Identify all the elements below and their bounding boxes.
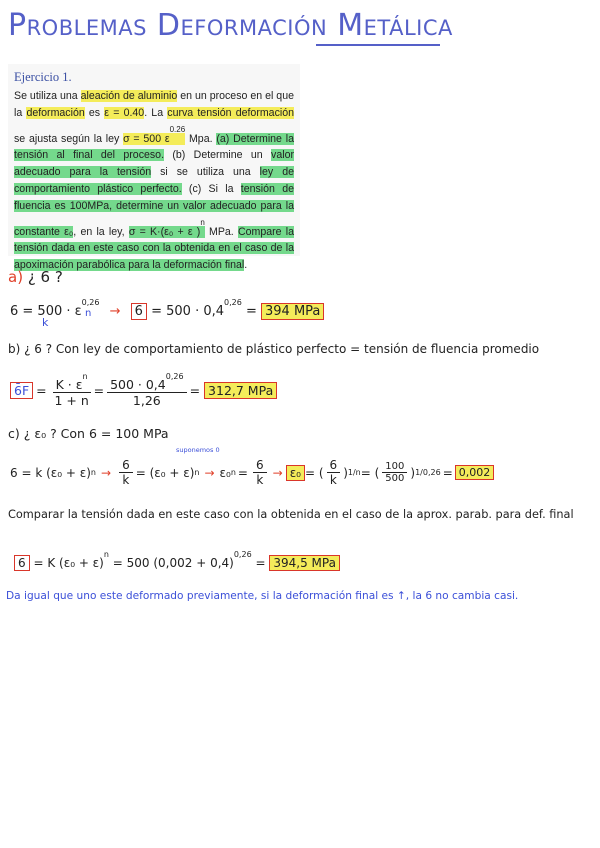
highlight-question-a: (a) Determine la tensión al final del proceso. [14, 132, 294, 162]
text-run: (b) Determine un [164, 149, 272, 162]
fraction-2 [107, 372, 186, 408]
arrow-icon: → [101, 465, 112, 480]
part-a-question: ¿ 6 ? [27, 268, 63, 286]
text-run: es [84, 106, 105, 119]
fc4-den: 500 [385, 473, 405, 484]
equals: = [237, 465, 248, 480]
fc1-den: k [122, 473, 130, 487]
fraction-c1 [119, 458, 133, 487]
highlight-deformation: deformación [26, 106, 85, 119]
fc2-den: k [256, 473, 264, 487]
compare-text: Comparar la tensión dada en este caso con la obtenida en el caso de la aprox. parab. para def. final [8, 508, 574, 521]
fraction-c2 [253, 458, 267, 487]
fc4-num: 100 [382, 461, 407, 473]
part-b-equation [10, 372, 277, 408]
text-run: . [244, 259, 248, 272]
exercise-heading: Ejercicio 1. [14, 70, 72, 84]
sigma-symbol: 6 [14, 555, 30, 571]
frac2-den: 1,26 [132, 393, 161, 408]
result-c: 0,002 [455, 465, 495, 480]
title-underline [316, 44, 440, 46]
fraction-c4 [382, 461, 407, 484]
result-compare: 394,5 MPa [269, 555, 340, 571]
fraction-c3 [327, 458, 341, 487]
eq-a1: 6 = 500 · ε [10, 304, 82, 319]
equals: = [442, 465, 453, 480]
eq-c4-exp: 1/n [347, 468, 361, 477]
result-b: 312,7 MPa [204, 382, 277, 399]
part-b-label: b) ¿ 6 ? Con ley de comportamiento de plástico perfecto = tensión de fluencia promedio [8, 342, 540, 356]
highlight-material: aleación de aluminio [80, 90, 178, 102]
page-title: Problemas Deformación Metálica [8, 8, 453, 43]
exercise-statement [14, 88, 294, 274]
eq-c1-exp: n [90, 468, 96, 477]
fraction-1 [53, 372, 91, 408]
highlight-curve: curva tensión deformación [167, 106, 295, 119]
arrow-icon: → [272, 465, 283, 480]
equals: = [36, 382, 47, 398]
law-c-text: σ = K·(ε₀ + ε ) [128, 225, 201, 238]
fc3-den: k [329, 473, 337, 487]
n-label: n [85, 308, 92, 319]
text-run: se ajusta según la ley [14, 132, 124, 145]
highlight-plastic-law: ley de comportamiento plástico perfecto. [14, 166, 294, 195]
k-label: k [42, 316, 49, 329]
eq-a1-exp: 0,26 [81, 298, 100, 307]
text-run: Se utiliza una [14, 90, 81, 102]
text-run: si se utiliza una [151, 166, 260, 179]
eq-d2: = 500 (0,002 + 0,4) [112, 556, 234, 570]
frac2-exp: 0,26 [165, 372, 184, 381]
text-run: MPa. [204, 225, 238, 238]
equals: = [245, 304, 257, 319]
part-c-equation [10, 458, 494, 487]
text-run: (c) Si la [181, 182, 241, 195]
eq-c1: 6 = k (ε₀ + ε) [10, 465, 91, 480]
part-a-equation [10, 298, 324, 319]
eq-c3: ε₀ [219, 465, 231, 480]
eq-c2: = (ε₀ + ε) [135, 465, 195, 480]
sigma-symbol: 6 [131, 303, 147, 320]
frac1-exp: n [82, 372, 88, 381]
fc2-num: 6 [253, 458, 267, 473]
highlight-adequate-value: valor adecuado para la tensión [14, 149, 294, 179]
fc1-num: 6 [119, 458, 133, 473]
eq-c2-exp: n [194, 468, 200, 477]
text-run: en un proceso en el que la [14, 90, 294, 119]
eq-a2: = 500 · 0,4 [151, 304, 225, 319]
equals: = [255, 556, 266, 570]
part-a-label: a) ¿ 6 ? [8, 268, 63, 286]
frac1-den: 1 + n [54, 393, 89, 408]
highlight-law [123, 124, 186, 145]
eq-d1-exp: n [103, 550, 109, 559]
eq-d1: = K (ε₀ + ε) [33, 556, 104, 570]
result-a: 394 MPa [261, 303, 324, 320]
eq-c4: = ( [304, 465, 324, 480]
eq-c5-exp: 1/0,26 [415, 468, 441, 477]
highlight-question-c: tensión de fluencia es 100MPa, determine un valor adecuado para la constante ε₀ [14, 182, 295, 238]
highlight-compare: Compare la tensión dada en este caso con la obtenida en el caso de la apoximación parabólica para la deformación final [14, 225, 294, 272]
fc3-num: 6 [327, 458, 341, 473]
arrow-icon: → [109, 304, 121, 319]
highlight-law-c [128, 217, 205, 238]
compare-equation [14, 550, 340, 570]
frac2-num: 500 · 0,4 [110, 377, 166, 392]
law-text: σ = 500 ε [123, 132, 170, 145]
assumption-note: suponemos 0 [176, 446, 220, 454]
eq-d2-exp: 0,26 [233, 550, 252, 559]
equals: = [189, 382, 201, 398]
part-c-label: c) ¿ ε₀ ? Con 6 = 100 MPa [8, 426, 169, 441]
law-exponent: 0.26 [169, 124, 186, 134]
eps0-symbol: ε₀ [286, 465, 305, 481]
frac1-num: K · ε [55, 377, 83, 392]
text-run: . La [144, 106, 168, 119]
law-c-exponent: n [200, 217, 205, 227]
paren: ) [343, 465, 348, 480]
eq-c3-exp: n [230, 468, 236, 477]
conclusion-text: Da igual que uno este deformado previamente, si la deformación final es ↑, la 6 no cambia casi. [6, 590, 519, 602]
eq-c5: = ( [360, 465, 380, 480]
eq-a2-exp: 0,26 [224, 298, 242, 307]
paren: ) [410, 465, 416, 480]
arrow-icon: → [204, 465, 215, 480]
equals: = [93, 382, 105, 398]
text-run: , en la ley, [73, 225, 129, 238]
text-run: Mpa. [185, 132, 217, 145]
highlight-strain-value: ε = 0.40 [104, 106, 145, 119]
sigma-f-symbol: 6̄F [10, 382, 33, 399]
